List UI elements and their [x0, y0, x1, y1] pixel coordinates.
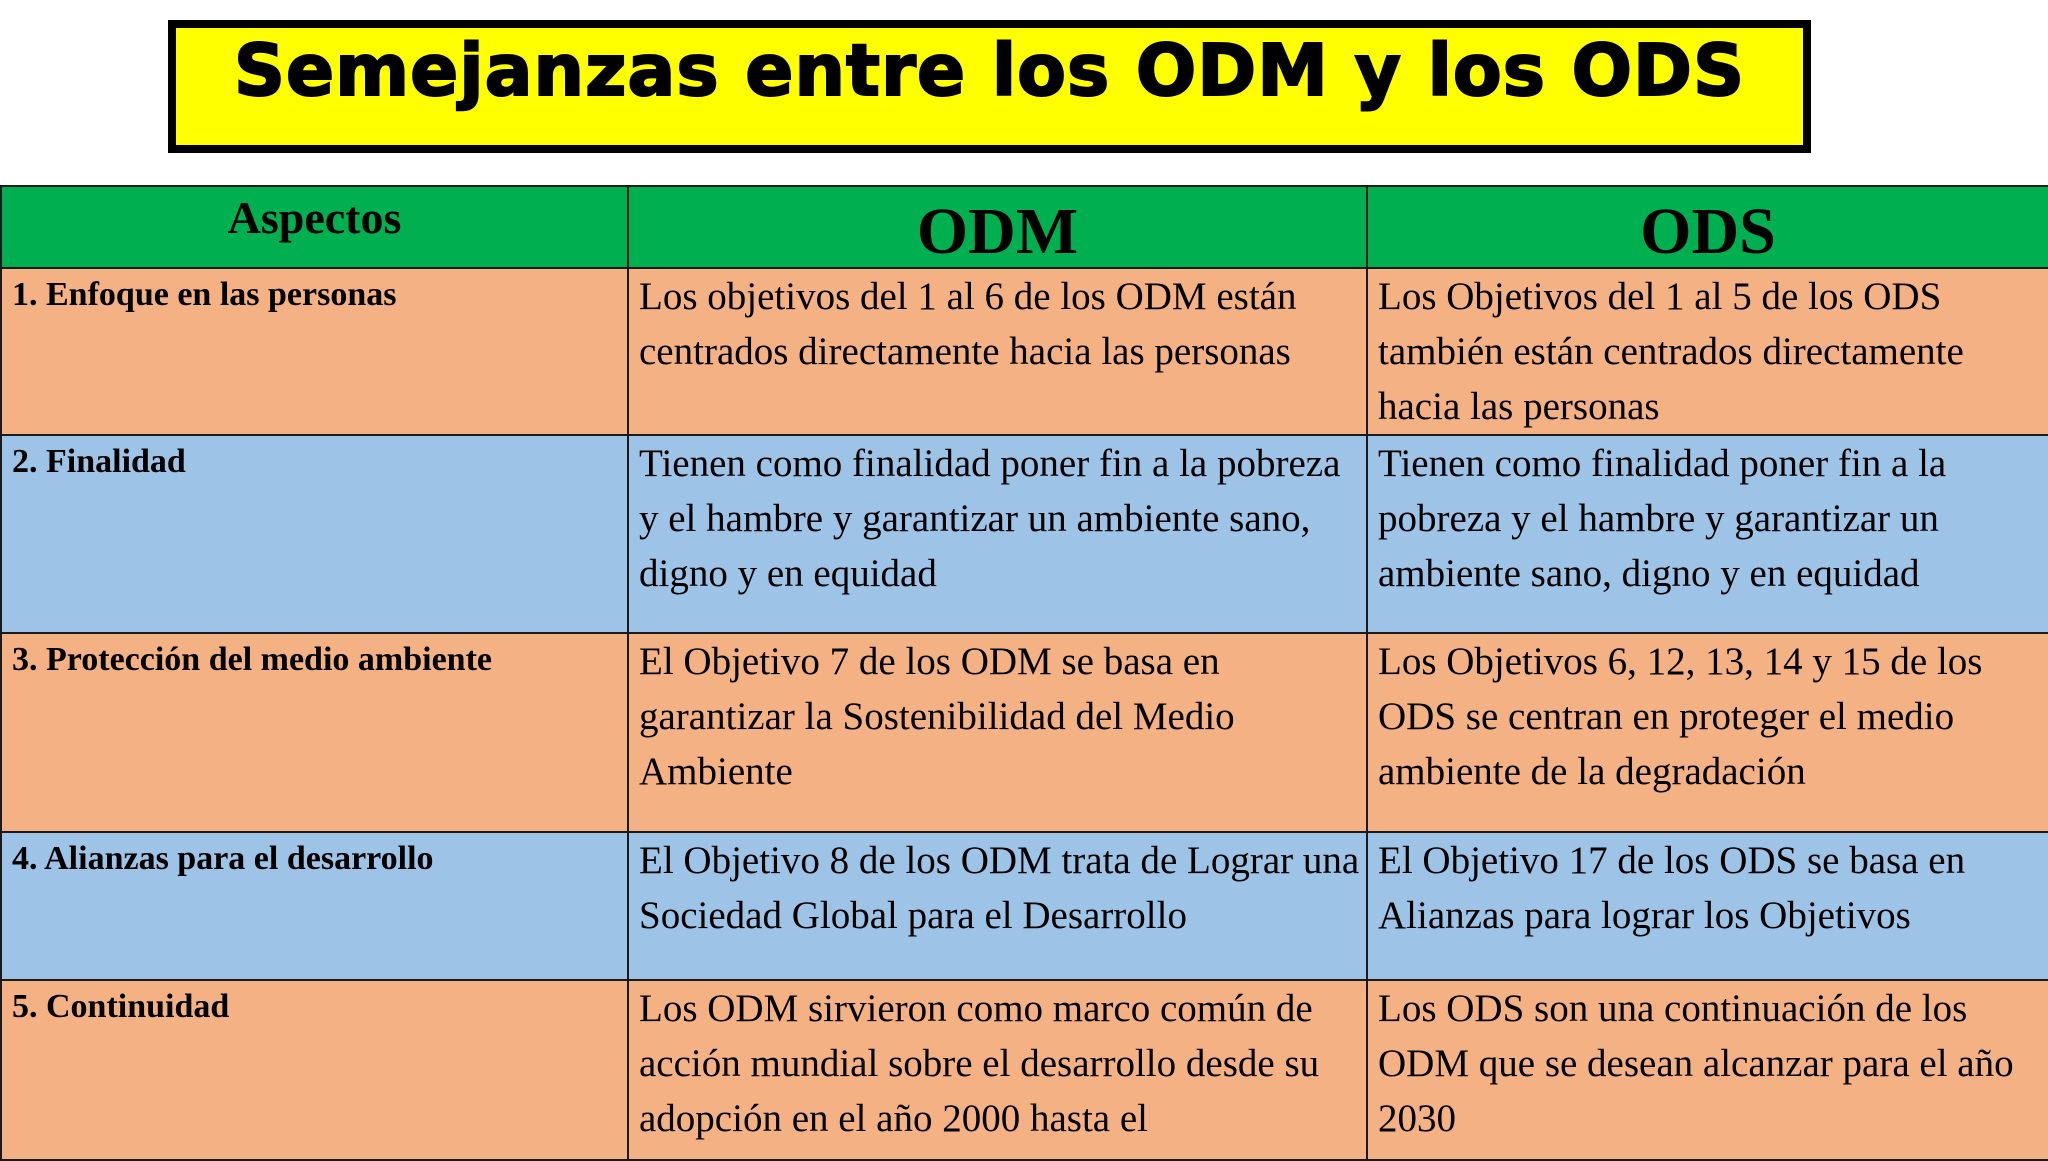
aspect-cell: 1. Enfoque en las personas: [1, 268, 628, 435]
ods-cell: Los ODS son una continuación de los ODM que se desean alcanzar para el año 2030: [1367, 980, 2048, 1160]
table-row: [1, 633, 2048, 832]
aspect-cell: 3. Protección del medio ambiente: [1, 633, 628, 832]
odm-cell: El Objetivo 7 de los ODM se basa en garantizar la Sostenibilidad del Medio Ambiente: [628, 633, 1367, 832]
aspect-cell: 2. Finalidad: [1, 435, 628, 633]
header-odm: ODM: [628, 186, 1367, 268]
table-row: [1, 268, 2048, 435]
ods-cell: Los Objetivos 6, 12, 13, 14 y 15 de los ODS se centran en proteger el medio ambiente de la degradación: [1367, 633, 2048, 832]
table-row: [1, 832, 2048, 980]
table-row: [1, 435, 2048, 633]
comparison-table: [0, 185, 2048, 1161]
title-banner: [168, 20, 1811, 153]
ods-cell: Tienen como finalidad poner fin a la pobreza y el hambre y garantizar un ambiente sano, digno y en equidad: [1367, 435, 2048, 633]
aspect-cell: 4. Alianzas para el desarrollo: [1, 832, 628, 980]
header-ods: ODS: [1367, 186, 2048, 268]
header-aspectos: Aspectos: [1, 186, 628, 268]
ods-cell: El Objetivo 17 de los ODS se basa en Alianzas para lograr los Objetivos: [1367, 832, 2048, 980]
ods-cell: Los Objetivos del 1 al 5 de los ODS también están centrados directamente hacia las personas: [1367, 268, 2048, 435]
odm-cell: El Objetivo 8 de los ODM trata de Lograr una Sociedad Global para el Desarrollo: [628, 832, 1367, 980]
page-title: Semejanzas entre los ODM y los ODS: [233, 29, 1746, 112]
aspect-cell: 5. Continuidad: [1, 980, 628, 1160]
odm-cell: Los ODM sirvieron como marco común de acción mundial sobre el desarrollo desde su adopción en el año 2000 hasta el: [628, 980, 1367, 1160]
odm-cell: Tienen como finalidad poner fin a la pobreza y el hambre y garantizar un ambiente sano, digno y en equidad: [628, 435, 1367, 633]
odm-cell: Los objetivos del 1 al 6 de los ODM están centrados directamente hacia las personas: [628, 268, 1367, 435]
table-row: [1, 980, 2048, 1160]
table-header-row: [1, 186, 2048, 268]
